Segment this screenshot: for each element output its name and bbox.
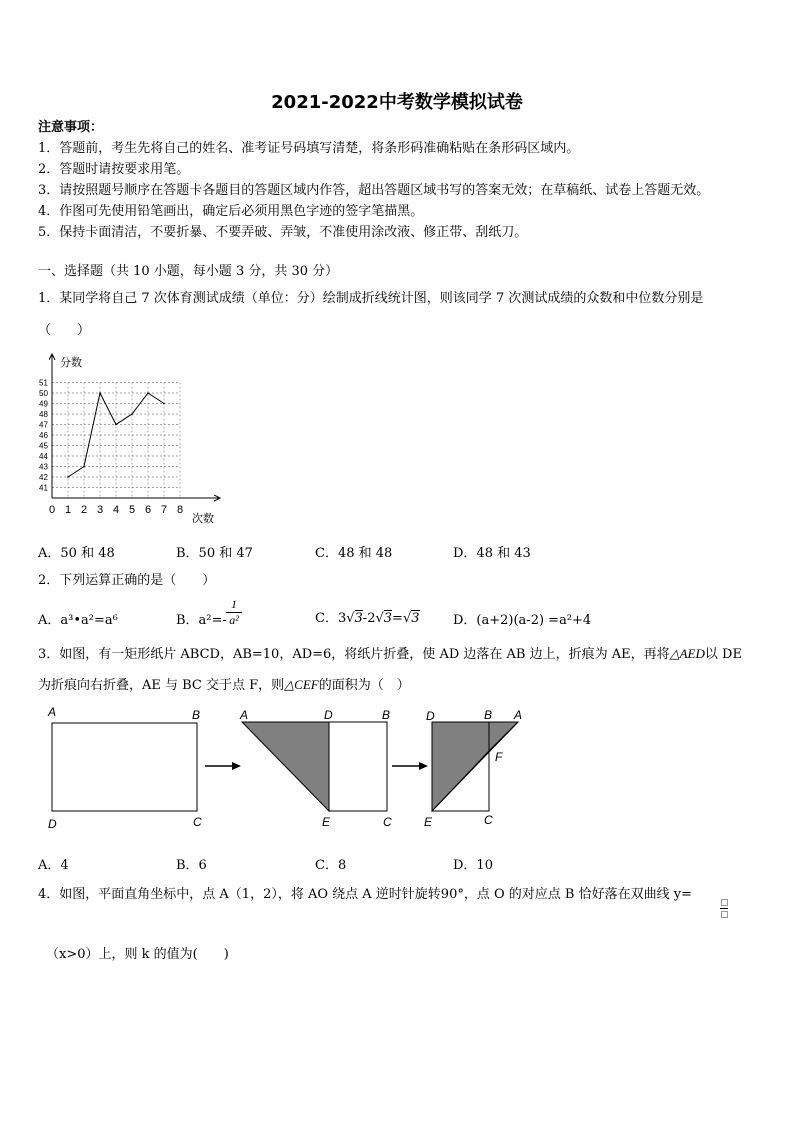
q3-line1-b: 以 DE: [704, 647, 742, 662]
x-tick-label: 0: [49, 504, 56, 516]
q2-option-c: [315, 607, 420, 626]
sqrt-icon: √: [375, 611, 384, 626]
q3-line2-b: 的面积为（ ）: [318, 678, 410, 693]
data-point: [147, 392, 149, 394]
broken-formula-icon: [720, 899, 728, 921]
x-tick-label: 6: [145, 504, 152, 516]
x-axis-label: 次数: [192, 513, 214, 525]
q2-option-b: [176, 609, 227, 628]
y-tick-label: 47: [39, 420, 48, 430]
x-tick-label: 3: [97, 504, 104, 516]
rectangle-abcd: [52, 723, 197, 811]
q3-line1-a: 3．如图，有一矩形纸片 ABCD，AB=10，AD=6，将纸片折叠，使 AD 边落在 AB 边上，折痕为 AE，再将: [38, 647, 670, 662]
q2-option-c-eq: =: [392, 611, 403, 626]
arrow-icon-2: [392, 762, 428, 770]
label-b: B: [382, 708, 391, 722]
label-a: A: [240, 708, 249, 722]
label-d: D: [324, 708, 333, 722]
q2-option-b-fraction: [226, 597, 242, 628]
label-a: A: [48, 705, 57, 719]
notice-item-1: 1．答题前，考生先将自己的姓名、准考证号码填写清楚，将条形码准确粘贴在条形码区域内。: [38, 141, 580, 156]
q1-option-c: C．48 和 48: [315, 546, 393, 561]
q3-option-c: C．8: [315, 858, 347, 873]
q1-paren: （ ）: [38, 323, 91, 338]
radicand: 3: [411, 611, 420, 626]
label-c: C: [484, 813, 493, 827]
fraction-numerator: 1: [231, 597, 237, 611]
label-f: F: [495, 750, 503, 764]
x-tick-label: 5: [129, 504, 136, 516]
label-e: E: [424, 815, 433, 829]
shaded-triangle: [242, 722, 329, 811]
q3-line2: [38, 677, 410, 694]
line-chart: [30, 352, 230, 527]
y-tick-label: 50: [39, 389, 48, 398]
radicand: 3: [354, 611, 363, 626]
q1-text: 1．某同学将自己 7 次体育测试成绩（单位：分）绘制成折线统计图，则该同学 7 次测试成绩的众数和中位数分别是: [38, 291, 704, 306]
y-tick-label: 46: [39, 431, 48, 440]
data-point: [67, 476, 69, 478]
notice-item-4: 4．作图可先使用铅笔画出，确定后必须用黑色字迹的签字笔描黑。: [38, 204, 424, 219]
x-tick-label: 8: [177, 504, 184, 516]
y-tick-label: 48: [39, 410, 48, 419]
q2-option-c-prefix: C．3: [315, 611, 347, 626]
notice-item-3: 3．请按照题号顺序在答题卡各题目的答题区域内作答，超出答题区域书写的答案无效；在草稿纸、试卷上答题无效。: [38, 183, 710, 198]
y-tick-label: 51: [39, 378, 48, 388]
x-tick-label: 4: [113, 504, 120, 516]
y-axis-label: 分数: [60, 357, 82, 369]
q1-option-b: B．50 和 47: [176, 546, 253, 561]
label-d: D: [48, 817, 57, 831]
label-a: A: [514, 708, 523, 722]
arrow-icon-1: [205, 762, 241, 770]
label-b: B: [484, 708, 493, 722]
data-point: [99, 392, 101, 394]
x-tick-label: 7: [161, 504, 168, 516]
y-tick-label: 41: [39, 483, 48, 493]
figure-1: [47, 705, 202, 831]
x-tick-label: 2: [81, 504, 88, 516]
notice-item-5: 5．保持卡面清洁，不要折暴、不要弄破、弄皱，不准使用涂改液、修正带、刮纸刀。: [38, 225, 528, 240]
label-b: B: [192, 708, 201, 722]
label-c: C: [383, 815, 392, 829]
q1-option-a: A．50 和 48: [38, 546, 115, 561]
x-tick-label: 1: [65, 504, 72, 516]
notice-heading: 注意事项：: [38, 120, 104, 135]
y-tick-label: 44: [39, 452, 48, 461]
fold-diagram: [40, 702, 540, 832]
sqrt-icon: √: [346, 611, 355, 626]
q3-line1: [38, 646, 742, 663]
radicand: 3: [383, 611, 393, 626]
q2-option-a: A．a³•a²=a⁶: [38, 613, 118, 628]
y-tick-label: 45: [39, 441, 48, 451]
figure-2: [239, 708, 392, 829]
notice-item-2: 2．答题时请按要求用笔。: [38, 162, 190, 177]
data-point: [115, 424, 117, 426]
label-d: D: [426, 709, 435, 723]
q3-option-a: A．4: [38, 858, 69, 873]
q3-option-b: B．6: [176, 858, 207, 873]
data-point: [83, 466, 85, 468]
q3-line2-a: 为折痕向右折叠，AE 与 BC 交于点 F，则: [38, 678, 285, 693]
sqrt-icon: √: [402, 611, 412, 626]
figure-3: [424, 708, 522, 829]
label-e: E: [322, 815, 331, 829]
y-tick-label: 49: [39, 399, 48, 409]
data-point: [131, 413, 133, 415]
q4-text-2: （x>0）上，则 k 的值为( ): [46, 947, 229, 962]
page-title: 2021-2022中考数学模拟试卷: [271, 92, 523, 113]
q2-text: 2．下列运算正确的是（ ）: [38, 573, 216, 588]
q2-option-c-mid: -2: [362, 611, 376, 626]
q3-option-d: D．10: [453, 858, 493, 873]
label-c: C: [193, 815, 202, 829]
q4-text: 4．如图，平面直角坐标中，点 A（1，2），将 AO 绕点 A 逆时针旋转90°，点 O 的对应点 B 恰好落在双曲线 y=: [38, 887, 692, 902]
q3-triangle-cef: △CEF: [284, 677, 319, 692]
q3-triangle-aed: △AED: [669, 646, 705, 661]
fraction-denominator: a²: [226, 612, 242, 628]
y-tick-label: 42: [39, 473, 48, 482]
rectangle: [329, 722, 387, 811]
y-tick-label: 43: [39, 462, 48, 472]
q2-option-d: D．(a+2)(a-2) =a²+4: [453, 613, 592, 628]
data-point: [163, 403, 165, 405]
q1-option-d: D．48 和 43: [453, 546, 531, 561]
q2-option-b-prefix: B．a²=-: [176, 613, 227, 628]
section-heading: 一、选择题（共 10 小题，每小题 3 分，共 30 分）: [38, 264, 339, 279]
